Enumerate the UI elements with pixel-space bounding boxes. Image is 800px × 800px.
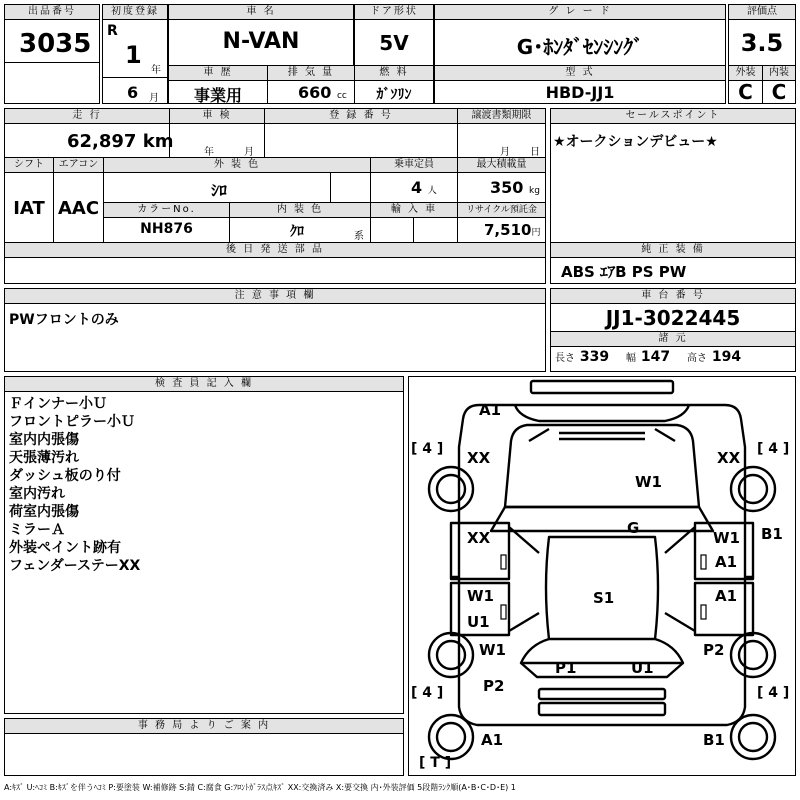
reg-no-cell (264, 108, 458, 158)
fuel-label: 燃 料 (355, 66, 433, 81)
first-reg-label: 初度登録 (103, 5, 167, 20)
grade-cell (434, 4, 726, 66)
note-line: ダッシュ板のり付 (9, 468, 121, 484)
roof (546, 537, 658, 639)
first-reg-cell (102, 4, 168, 104)
note-line: 天張薄汚れ (9, 450, 79, 466)
mark-p2-lr: P2 (483, 677, 505, 695)
mark-a1-rd2: A1 (715, 587, 738, 605)
score-value: 3.5 (740, 29, 784, 57)
score-cell (728, 4, 796, 66)
load-label: 最大積載量 (458, 158, 545, 173)
inspector-label: 検 査 員 記 入 欄 (5, 377, 403, 392)
legend: A:ｷｽﾞ U:ﾍｺﾐ B:ｷｽﾞを伴うﾍｺﾐ P:要塗装 W:補修跡 S:錆 C:腐食 G:ﾌﾛﾝﾄｶﾞﾗｽ点ｷｽﾞ XX:交換済み X:要交換 内･外装評価 5段階ﾗﾝｸ順(A･B･C･D･E) 1 (4, 783, 516, 792)
fuel-value: ｶﾞｿﾘﾝ (376, 87, 412, 103)
header-block (4, 4, 796, 104)
note-line: 外装ペイント跡有 (9, 540, 121, 556)
rear-glass (521, 663, 683, 677)
mark-w1-ld2: W1 (467, 587, 494, 605)
mark-xx-fr: XX (717, 449, 741, 467)
recycle-value: 7,510円 (484, 221, 541, 239)
mark-t-spare: [ T ] (419, 755, 452, 771)
aircon-value: AAC (57, 198, 100, 219)
shift-value: IAT (13, 198, 45, 219)
mark-u1-ld2: U1 (467, 613, 490, 631)
year-unit: 年 (151, 65, 161, 76)
caution-cell (4, 288, 546, 372)
interior-cell (762, 65, 796, 104)
history-label: 車 歴 (169, 66, 267, 81)
mark-xx-fl: XX (467, 449, 491, 467)
lot-cell (4, 4, 100, 104)
spec-label: 諸 元 (551, 331, 795, 347)
color-no-label: カラーNo. (104, 203, 229, 218)
era: R (107, 23, 118, 39)
shift-cell (4, 157, 54, 243)
exterior-cell (728, 65, 763, 104)
caution-text: PWフロントのみ (9, 312, 119, 328)
mark-u1-back: U1 (631, 659, 654, 677)
model-cell (434, 65, 726, 104)
mileage-value: 62,897 km (67, 131, 174, 152)
note-line: ミラーＡ (9, 522, 65, 538)
equipment-label: 純 正 装 備 (551, 243, 795, 258)
mark-s1-roof: S1 (593, 589, 615, 607)
mark-w1-lr: W1 (479, 641, 506, 659)
windshield (491, 507, 713, 531)
mark-g-glass: G (627, 519, 640, 537)
note-line: フロントピラー小Ｕ (9, 414, 135, 430)
chassis-cell (550, 288, 796, 372)
chassis-number: JJ1-3022445 (605, 306, 741, 330)
rear-bumper (539, 703, 665, 715)
int-color-value: ｸﾛ (290, 224, 304, 240)
color-no-cell (103, 202, 230, 243)
car-name-cell (168, 4, 354, 66)
reg-year: 1 (125, 41, 142, 69)
door-value: 5V (379, 31, 409, 55)
model-label: 型 式 (435, 66, 725, 81)
lot-number: 3035 (19, 29, 92, 59)
reg-month: 6 (127, 83, 139, 102)
capacity-label: 乗車定員 (371, 158, 457, 173)
displacement-label: 排 気 量 (268, 66, 354, 81)
int-color-unit: 系 (354, 231, 364, 242)
aircon-label: エアコン (54, 158, 103, 173)
displacement-cell (267, 65, 355, 104)
mark-a1-rear: A1 (481, 731, 504, 749)
mileage-label: 走 行 (5, 109, 169, 124)
aircon-cell (53, 157, 104, 243)
load-cell (457, 157, 546, 203)
mark-tread-fl: [ 4 ] (411, 441, 444, 457)
recycle-label: リサイクル預託金 (458, 203, 545, 218)
mark-b1-rear: B1 (703, 731, 725, 749)
grade-value: G･ﾎﾝﾀﾞｾﾝｼﾝｸﾞ (516, 35, 644, 59)
history-cell (168, 65, 268, 104)
mark-xx-ld: XX (467, 529, 491, 547)
sales-point-cell (550, 108, 796, 243)
inspection-label: 車 検 (170, 109, 264, 124)
color-cell (103, 157, 371, 203)
sales-point-text: ★オークションデビュー★ (553, 134, 718, 150)
caution-label: 注 意 事 項 欄 (5, 289, 545, 304)
shift-label: シフト (5, 158, 53, 173)
recycle-cell (457, 202, 546, 243)
inspector-cell (4, 376, 404, 714)
mark-tread-rr: [ 4 ] (757, 685, 790, 701)
exterior-label: 外装 (729, 66, 762, 81)
model-value: HBD-JJ1 (545, 83, 615, 102)
mark-p1-back: P1 (555, 659, 577, 677)
grade-label: グ レ ー ド (435, 5, 725, 20)
note-line: 荷室内張傷 (9, 504, 79, 520)
transfer-month-unit: 月 (500, 147, 510, 158)
fuel-cell (354, 65, 434, 104)
displacement-value: 660 cc (298, 83, 347, 102)
mileage-cell (4, 108, 174, 158)
exterior-value: C (738, 80, 753, 104)
int-color-label: 内 装 色 (230, 203, 370, 218)
inspection-month-unit: 月 (244, 147, 254, 158)
note-line: 室内内張傷 (9, 432, 79, 448)
lot-label: 出品番号 (5, 5, 99, 20)
import-cell (370, 202, 458, 243)
inspection-cell (169, 108, 265, 158)
load-value: 350 kg (490, 178, 540, 197)
score-label: 評価点 (729, 5, 795, 20)
spec-values: 長さ 339 幅 147 高さ 194 (555, 349, 742, 365)
transfer-cell (457, 108, 546, 158)
interior-label: 内装 (763, 66, 795, 81)
mark-w1-rd: W1 (713, 529, 740, 547)
mark-a1-rd: A1 (715, 553, 738, 571)
car-outline (409, 377, 795, 775)
damage-diagram (408, 376, 796, 776)
int-color-cell (229, 202, 371, 243)
sales-point-label: セールスポイント (551, 109, 795, 124)
mark-w1-hood: W1 (635, 473, 662, 491)
color-no-value: NH876 (140, 221, 193, 237)
mark-a1-front: A1 (479, 401, 502, 419)
note-line: フェンダーステーXX (9, 558, 141, 574)
chassis-label: 車 台 番 号 (551, 289, 795, 304)
door-cell (354, 4, 434, 66)
front-bumper (531, 381, 673, 393)
mark-tread-fr: [ 4 ] (757, 441, 790, 457)
mark-tread-rl: [ 4 ] (411, 685, 444, 701)
month-unit: 月 (149, 93, 159, 104)
inspection-year-unit: 年 (204, 147, 214, 158)
car-name: N-VAN (222, 29, 300, 54)
capacity-cell (370, 157, 458, 203)
color-label: 外 装 色 (104, 158, 370, 173)
office-cell (4, 718, 404, 776)
later-parts-label: 後 日 発 送 部 品 (5, 243, 545, 258)
office-label: 事 務 局 よ り ご 案 内 (5, 719, 403, 734)
equipment-cell (550, 242, 796, 284)
equipment-text: ABS ｴｱB PS PW (561, 263, 687, 281)
mark-p2-rr: P2 (703, 641, 725, 659)
note-line: 室内汚れ (9, 486, 65, 502)
inspector-notes (9, 395, 140, 575)
capacity-value: 4 人 (411, 178, 437, 197)
color-value: ｼﾛ (210, 181, 227, 200)
note-line: Ｆインナー小Ｕ (9, 396, 107, 412)
car-name-label: 車 名 (169, 5, 353, 20)
reg-no-label: 登 録 番 号 (265, 109, 457, 124)
transfer-day-unit: 日 (530, 147, 540, 158)
import-label: 輸 入 車 (371, 203, 457, 218)
history-value: 事業用 (193, 86, 242, 105)
interior-value: C (771, 80, 787, 104)
transfer-label: 譲渡書類期限 (458, 109, 545, 124)
later-parts-cell (4, 242, 546, 284)
door-label: ドア形状 (355, 5, 433, 20)
mark-b1-right: B1 (761, 525, 783, 543)
